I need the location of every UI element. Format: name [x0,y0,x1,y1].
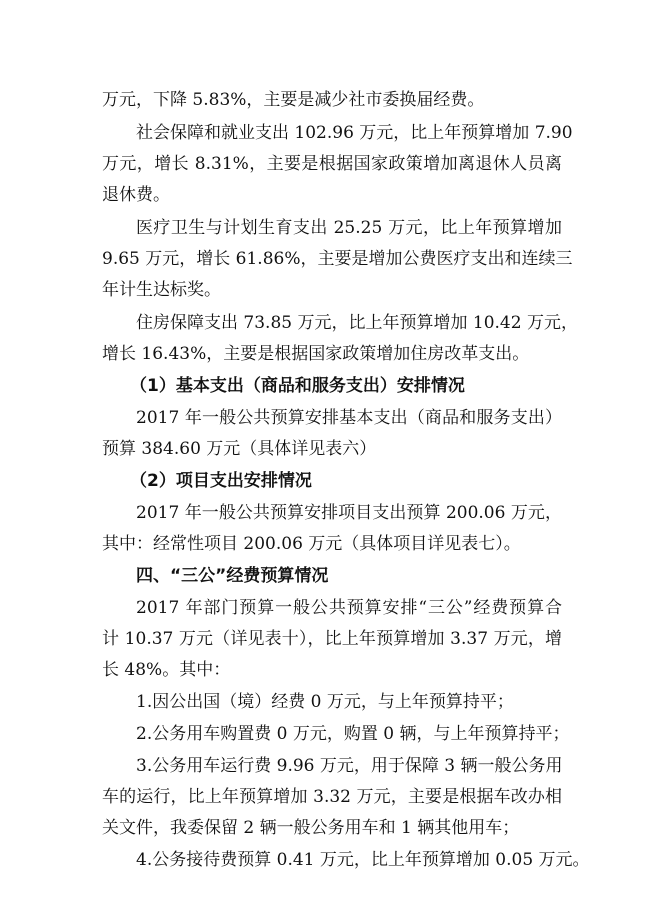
paragraph-line: 9.65 万元，增长 61.86%，主要是增加公费医疗支出和连续三 [102,249,573,269]
list-item: 3.公务用车运行费 9.96 万元，用于保障 3 辆一般公务用 [136,756,563,776]
paragraph-line: 其中：经常性项目 200.06 万元（具体项目详见表七）。 [102,534,521,554]
paragraph-line: 万元，下降 5.83%，主要是减少社市委换届经费。 [102,90,485,110]
paragraph-line: 预算 384.60 万元（具体详见表六） [102,439,377,459]
paragraph-line: 社会保障和就业支出 102.96 万元，比上年预算增加 7.90 [136,123,573,143]
paragraph-line: 计 10.37 万元（详见表十），比上年预算增加 3.37 万元，增 [102,629,562,649]
paragraph-line: 医疗卫生与计划生育支出 25.25 万元，比上年预算增加 [136,218,562,238]
list-item: 1.因公出国（境）经费 0 万元，与上年预算持平； [136,692,514,712]
list-item: 2.公务用车购置费 0 万元，购置 0 辆，与上年预算持平； [136,724,570,744]
paragraph-line: 增长 16.43%，主要是根据国家政策增加住房改革支出。 [102,344,530,364]
paragraph-line: 2017 年一般公共预算安排基本支出（商品和服务支出） [136,408,562,428]
paragraph-line: 万元，增长 8.31%，主要是根据国家政策增加离退休人员离 [102,154,562,174]
paragraph-line: 2017 年部门预算一般公共预算安排“三公”经费预算合 [136,598,562,618]
paragraph-line: 长 48%。其中： [102,660,231,680]
paragraph-line: 关文件，我委保留 2 辆一般公务用车和 1 辆其他用车； [102,818,520,838]
list-item: 4.公务接待费预算 0.41 万元，比上年预算增加 0.05 万元。 [136,850,590,870]
paragraph-line: 2017 年一般公共预算安排项目支出预算 200.06 万元， [136,503,562,523]
paragraph-line: 年计生达标奖。 [102,280,221,300]
paragraph-line: 住房保障支出 73.85 万元，比上年预算增加 10.42 万元， [136,313,578,333]
paragraph-line: 退休费。 [102,185,170,205]
section-heading: （2）项目支出安排情况 [130,471,312,491]
section-heading: （1）基本支出（商品和服务支出）安排情况 [130,376,465,396]
paragraph-line: 车的运行，比上年预算增加 3.32 万元，主要是根据车改办相 [102,787,562,807]
section-heading: 四、“三公”经费预算情况 [136,566,329,586]
